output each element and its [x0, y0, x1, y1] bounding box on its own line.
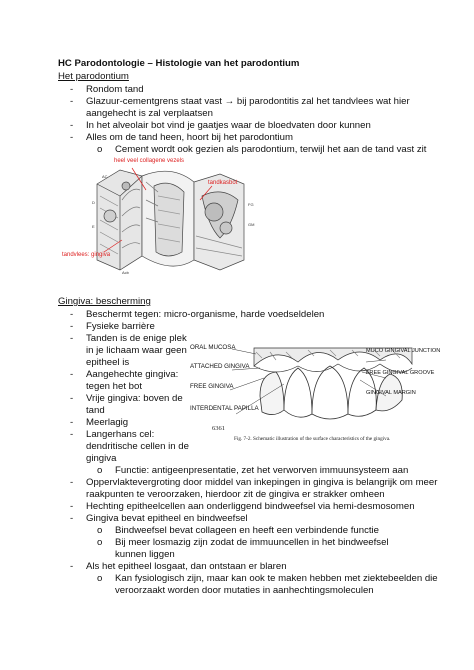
list-item-continued: tand	[86, 405, 105, 416]
bullet-dash: -	[70, 333, 74, 344]
bullet-dash: -	[70, 96, 74, 107]
bullet-dash: -	[70, 477, 74, 488]
list-item-continued: in je lichaam waar geen	[86, 345, 187, 356]
list-item: Als het epitheel losgaat, dan ontstaan er blaren	[86, 561, 287, 572]
label-acb: Acb	[122, 270, 129, 275]
figure-caption: Fig. 7-2. Schematic illustration of the surface characteristics of the gingiva.	[234, 436, 391, 442]
list-item-continued: raakpunten te veroorzaken, hierdoor zit de gingiva er strakker omheen	[86, 489, 385, 500]
section-heading-gingiva: Gingiva: bescherming	[58, 296, 151, 307]
list-item: Beschermt tegen: micro-organisme, harde voedseldelen	[86, 309, 325, 320]
sub-list-item-continued: kunnen liggen	[115, 549, 175, 560]
label-free-gingival-groove: FREE GINGIVAL GROOVE	[366, 370, 435, 376]
list-item: Oppervlaktevergroting door middel van inkepingen in gingiva is belangrijk om meer	[86, 477, 438, 488]
sub-list-item: Bindweefsel bevat collageen en heeft een verbindende functie	[115, 525, 380, 536]
list-item-continued: tegen het bot	[86, 381, 143, 392]
list-item: Vrije gingiva: boven de	[86, 393, 183, 404]
bullet-circle: o	[97, 144, 103, 155]
bullet-dash: -	[70, 84, 74, 95]
label-d: D	[92, 200, 95, 205]
sub-list-item-continued: veroorzaakt worden door mutaties in aanhechtingsmoleculen	[115, 585, 374, 596]
bullet-dash: -	[70, 120, 74, 131]
list-item: Tanden is de enige plek	[86, 333, 187, 344]
label-attached-gingiva: ATTACHED GINGIVA	[190, 363, 250, 370]
bullet-dash: -	[70, 321, 74, 332]
label-oral-mucosa: ORAL MUCOSA	[190, 344, 236, 351]
list-item: Rondom tand	[86, 84, 144, 95]
list-item: Gingiva bevat epitheel en bindweefsel	[86, 513, 248, 524]
label-gingival-margin: GINGIVAL MARGIN	[366, 390, 416, 396]
list-item: Langerhans cel:	[86, 429, 155, 440]
label-free-gingiva: FREE GINGIVA	[190, 383, 234, 390]
bullet-dash: -	[70, 369, 74, 380]
label-fg: FG	[248, 202, 254, 207]
page-title: HC Parodontologie – Histologie van het parodontium	[58, 58, 300, 69]
label-gm: GM	[248, 222, 255, 227]
bullet-dash: -	[70, 501, 74, 512]
label-interdental-papilla: INTERDENTAL PAPILLA	[190, 405, 259, 412]
bullet-circle: o	[97, 525, 103, 536]
list-item-continued: aangehecht is zal verplaatsen	[86, 108, 213, 119]
list-item: Aangehechte gingiva:	[86, 369, 179, 380]
label-mucogingival-junction: MUCO GINGIVAL JUNCTION	[366, 348, 441, 354]
label-collagen: heel veel collagene vezels	[114, 158, 185, 164]
list-item: Fysieke barrière	[86, 321, 155, 332]
list-item: Hechting epitheelcellen aan onderliggend bindweefsel via hemi-desmosomen	[86, 501, 415, 512]
sub-list-item: Kan fysiologisch zijn, maar kan ook te maken hebben met ziektebeelden die	[115, 573, 438, 584]
sub-list-item: Bij meer losmazig zijn zodat de immuuncellen in het bindweefsel	[115, 537, 389, 548]
sub-list-item: Functie: antigeenpresentatie, zet het verworven immuunsysteem aan	[115, 465, 409, 476]
bullet-dash: -	[70, 513, 74, 524]
bullet-circle: o	[97, 465, 103, 476]
bullet-dash: -	[70, 417, 74, 428]
bullet-circle: o	[97, 573, 103, 584]
bullet-dash: -	[70, 429, 74, 440]
section-heading-parodontium: Het parodontium	[58, 71, 129, 82]
figure-number: 6361	[212, 425, 225, 432]
gingiva-diagram	[190, 338, 441, 452]
list-item-continued: gingiva	[86, 453, 117, 464]
label-tandkasbot: tandkasbot	[208, 180, 238, 186]
diagram-right-block	[194, 174, 244, 270]
list-item: Meerlagig	[86, 417, 129, 428]
list-item: Alles om de tand heen, hoort bij het parodontium	[86, 132, 293, 143]
bullet-dash: -	[70, 132, 74, 143]
parodontium-diagram	[62, 156, 260, 276]
diagram-center-tooth	[142, 171, 194, 266]
bullet-circle: o	[97, 537, 103, 548]
bullet-dash: -	[70, 393, 74, 404]
list-item-continued: epitheel is	[86, 357, 130, 368]
bullet-dash: -	[70, 561, 74, 572]
label-e: E	[92, 224, 95, 229]
label-ac: AC	[102, 174, 108, 179]
list-item: Glazuur-cementgrens staat vast → bij parodontitis zal het tandvlees wat hier	[86, 96, 410, 107]
bullet-dash: -	[70, 309, 74, 320]
list-item: In het alveolair bot vind je gaatjes waar de bloedvaten door kunnen	[86, 120, 371, 131]
list-item-continued: dendritische cellen in de	[86, 441, 189, 452]
label-gingiva: tandvlees: gingiva	[62, 252, 111, 258]
sub-list-item: Cement wordt ook gezien als parodontium, terwijl het aan de tand vast zit	[115, 144, 427, 155]
